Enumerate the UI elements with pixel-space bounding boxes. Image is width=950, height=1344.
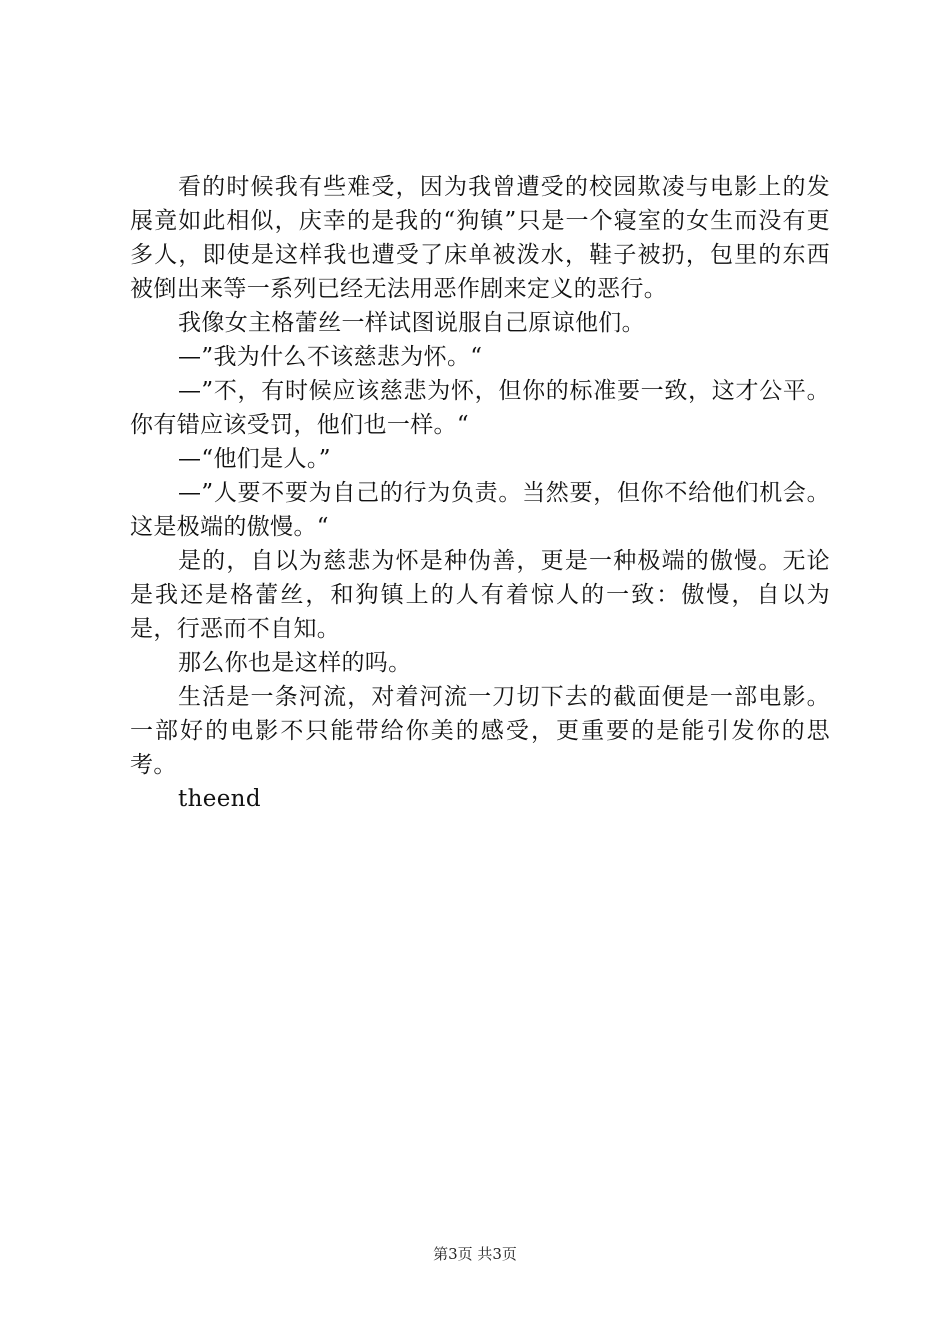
paragraph-6: —”人要不要为自己的行为负责。当然要，但你不给他们机会。这是极端的傲慢。“ <box>130 480 830 540</box>
paragraph-1: 看的时候我有些难受，因为我曾遭受的校园欺凌与电影上的发展竟如此相似，庆幸的是我的“狗镇”只是一个寝室的女生而没有更多人，即使是这样我也遭受了床单被泼水，鞋子被扔，包里的东西被倒出来等一系列已经无法用恶作剧来定义的恶行。 <box>130 174 830 302</box>
paragraph-2: 我像女主格蕾丝一样试图说服自己原谅他们。 <box>178 310 645 336</box>
document-body <box>130 170 830 816</box>
paragraph-10: theend <box>178 786 261 812</box>
paragraph-3: —”我为什么不该慈悲为怀。“ <box>178 344 483 370</box>
paragraph-5: —“他们是人。” <box>178 446 331 472</box>
page-footer: 第3页 共3页 <box>433 1245 517 1263</box>
paragraph-4: —”不，有时候应该慈悲为怀，但你的标准要一致，这才公平。你有错应该受罚，他们也一样。“ <box>130 378 830 438</box>
paragraph-9: 生活是一条河流，对着河流一刀切下去的截面便是一部电影。一部好的电影不只能带给你美的感受，更重要的是能引发你的思考。 <box>130 684 830 778</box>
paragraph-7: 是的，自以为慈悲为怀是种伪善，更是一种极端的傲慢。无论是我还是格蕾丝，和狗镇上的人有着惊人的一致：傲慢，自以为是，行恶而不自知。 <box>130 548 830 642</box>
paragraph-8: 那么你也是这样的吗。 <box>178 650 412 676</box>
